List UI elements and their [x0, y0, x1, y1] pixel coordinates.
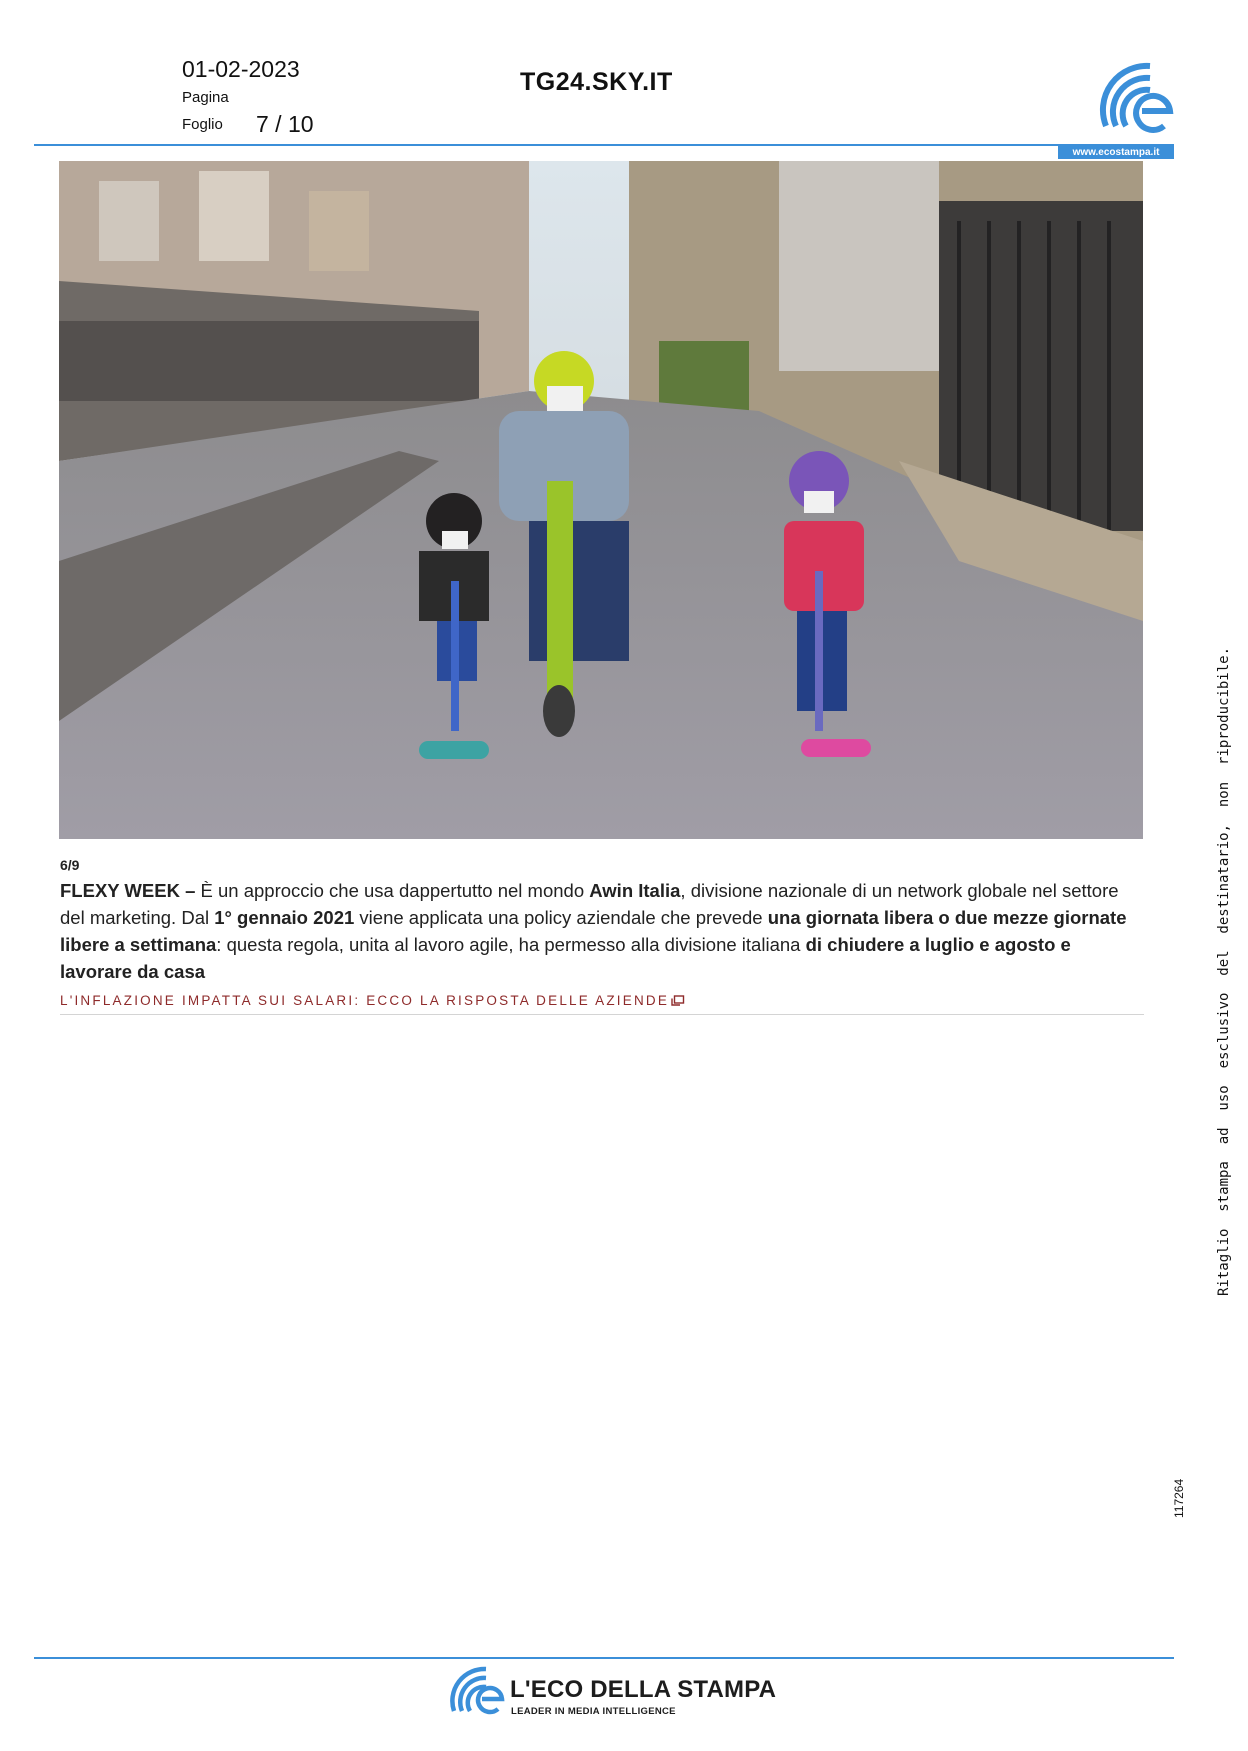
gallery-counter: 6/9 — [60, 857, 80, 873]
caption-segment: FLEXY WEEK – — [60, 880, 201, 901]
caption-segment: Awin Italia — [589, 880, 681, 901]
link-divider — [60, 1014, 1144, 1015]
caption-segment: , divisione nazionale di un network globale nel settore del marketing. Dal — [60, 880, 1119, 928]
copyright-notice: Ritaglio stampa ad uso esclusivo del destinatario, non riproducibile. — [1216, 646, 1232, 1296]
related-article-label: L'INFLAZIONE IMPATTA SUI SALARI: ECCO LA RISPOSTA DELLE AZIENDE — [60, 993, 670, 1008]
caption-segment: 1° gennaio 2021 — [214, 907, 355, 928]
caption-segment: di chiudere a luglio e agosto e lavorare da casa — [60, 934, 1071, 982]
footer-divider — [34, 1657, 1174, 1659]
eco-della-stampa-logo-icon — [450, 1663, 506, 1715]
related-article-link[interactable] — [60, 993, 1142, 1008]
foglio-value: 7 / 10 — [256, 111, 314, 137]
caption-segment: : questa regola, unita al lavoro agile, ha permesso alla divisione italiana — [216, 934, 806, 955]
pagina-label: Pagina — [182, 89, 229, 106]
external-window-icon — [671, 995, 685, 1006]
article-caption — [60, 877, 1140, 985]
header-divider — [34, 144, 1174, 146]
caption-segment: una giornata libera o due mezze giornate libere a settimana — [60, 907, 1127, 955]
caption-segment: È un approccio che usa dappertutto nel mondo — [200, 880, 590, 901]
ecostampa-logo-icon — [1098, 56, 1174, 136]
clip-code: 117264 — [1172, 1478, 1186, 1518]
source-masthead: TG24.SKY.IT — [520, 68, 673, 96]
clip-date: 01-02-2023 — [182, 56, 300, 82]
caption-segment: viene applicata una policy aziendale che prevede — [354, 907, 768, 928]
footer-brand: L'ECO DELLA STAMPA — [510, 1676, 777, 1703]
foglio-label: Foglio — [182, 116, 223, 133]
ecostampa-url: www.ecostampa.it — [1058, 146, 1174, 159]
footer-tagline: LEADER IN MEDIA INTELLIGENCE — [511, 1706, 676, 1717]
article-photo — [59, 161, 1143, 839]
